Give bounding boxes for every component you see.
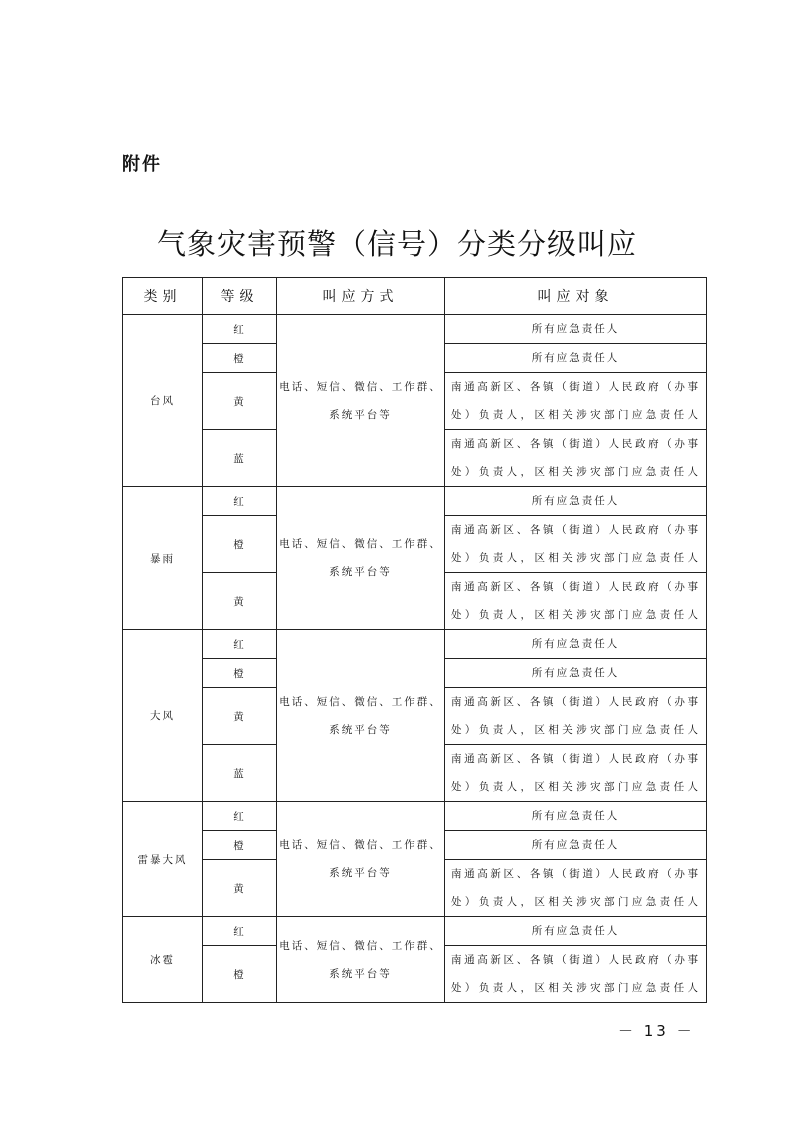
level-cell: 黄 bbox=[203, 688, 277, 745]
page-number: － 13 － bbox=[618, 1022, 695, 1040]
level-cell: 红 bbox=[203, 917, 277, 946]
target-cell: 南通高新区、各镇（街道）人民政府（办事处）负责人，区相关涉灾部门应急责任人 bbox=[445, 745, 707, 802]
level-cell: 黄 bbox=[203, 860, 277, 917]
column-header-level: 等级 bbox=[203, 278, 277, 315]
target-cell: 所有应急责任人 bbox=[445, 831, 707, 860]
target-cell: 所有应急责任人 bbox=[445, 917, 707, 946]
table-row bbox=[123, 487, 707, 516]
target-cell: 南通高新区、各镇（街道）人民政府（办事处）负责人，区相关涉灾部门应急责任人 bbox=[445, 688, 707, 745]
table-row bbox=[123, 630, 707, 659]
level-cell: 蓝 bbox=[203, 745, 277, 802]
target-cell: 所有应急责任人 bbox=[445, 802, 707, 831]
method-cell: 电话、短信、微信、工作群、系统平台等 bbox=[277, 802, 445, 917]
level-cell: 橙 bbox=[203, 831, 277, 860]
method-cell: 电话、短信、微信、工作群、系统平台等 bbox=[277, 630, 445, 802]
level-cell: 红 bbox=[203, 630, 277, 659]
target-cell: 南通高新区、各镇（街道）人民政府（办事处）负责人，区相关涉灾部门应急责任人 bbox=[445, 573, 707, 630]
level-cell: 红 bbox=[203, 487, 277, 516]
level-cell: 橙 bbox=[203, 659, 277, 688]
level-cell: 蓝 bbox=[203, 430, 277, 487]
attachment-label: 附件 bbox=[122, 154, 162, 175]
level-cell: 橙 bbox=[203, 946, 277, 1003]
warning-response-table bbox=[122, 277, 707, 1003]
table-row bbox=[123, 802, 707, 831]
category-cell: 台风 bbox=[123, 315, 203, 487]
method-cell: 电话、短信、微信、工作群、系统平台等 bbox=[277, 487, 445, 630]
target-cell: 南通高新区、各镇（街道）人民政府（办事处）负责人，区相关涉灾部门应急责任人 bbox=[445, 516, 707, 573]
category-cell: 冰雹 bbox=[123, 917, 203, 1003]
table-row bbox=[123, 917, 707, 946]
table-row bbox=[123, 315, 707, 344]
target-cell: 南通高新区、各镇（街道）人民政府（办事处）负责人，区相关涉灾部门应急责任人 bbox=[445, 373, 707, 430]
column-header-method: 叫应方式 bbox=[277, 278, 445, 315]
table-header-row bbox=[123, 278, 707, 315]
method-cell: 电话、短信、微信、工作群、系统平台等 bbox=[277, 315, 445, 487]
target-cell: 所有应急责任人 bbox=[445, 630, 707, 659]
target-cell: 所有应急责任人 bbox=[445, 315, 707, 344]
level-cell: 橙 bbox=[203, 516, 277, 573]
method-cell: 电话、短信、微信、工作群、系统平台等 bbox=[277, 917, 445, 1003]
document-title: 气象灾害预警（信号）分类分级叫应 bbox=[156, 227, 637, 261]
category-cell: 大风 bbox=[123, 630, 203, 802]
target-cell: 所有应急责任人 bbox=[445, 659, 707, 688]
target-cell: 南通高新区、各镇（街道）人民政府（办事处）负责人，区相关涉灾部门应急责任人 bbox=[445, 946, 707, 1003]
level-cell: 橙 bbox=[203, 344, 277, 373]
target-cell: 所有应急责任人 bbox=[445, 344, 707, 373]
column-header-category: 类别 bbox=[123, 278, 203, 315]
level-cell: 红 bbox=[203, 315, 277, 344]
target-cell: 南通高新区、各镇（街道）人民政府（办事处）负责人，区相关涉灾部门应急责任人 bbox=[445, 860, 707, 917]
level-cell: 红 bbox=[203, 802, 277, 831]
target-cell: 所有应急责任人 bbox=[445, 487, 707, 516]
level-cell: 黄 bbox=[203, 573, 277, 630]
column-header-target: 叫应对象 bbox=[445, 278, 707, 315]
category-cell: 暴雨 bbox=[123, 487, 203, 630]
category-cell: 雷暴大风 bbox=[123, 802, 203, 917]
level-cell: 黄 bbox=[203, 373, 277, 430]
target-cell: 南通高新区、各镇（街道）人民政府（办事处）负责人，区相关涉灾部门应急责任人 bbox=[445, 430, 707, 487]
